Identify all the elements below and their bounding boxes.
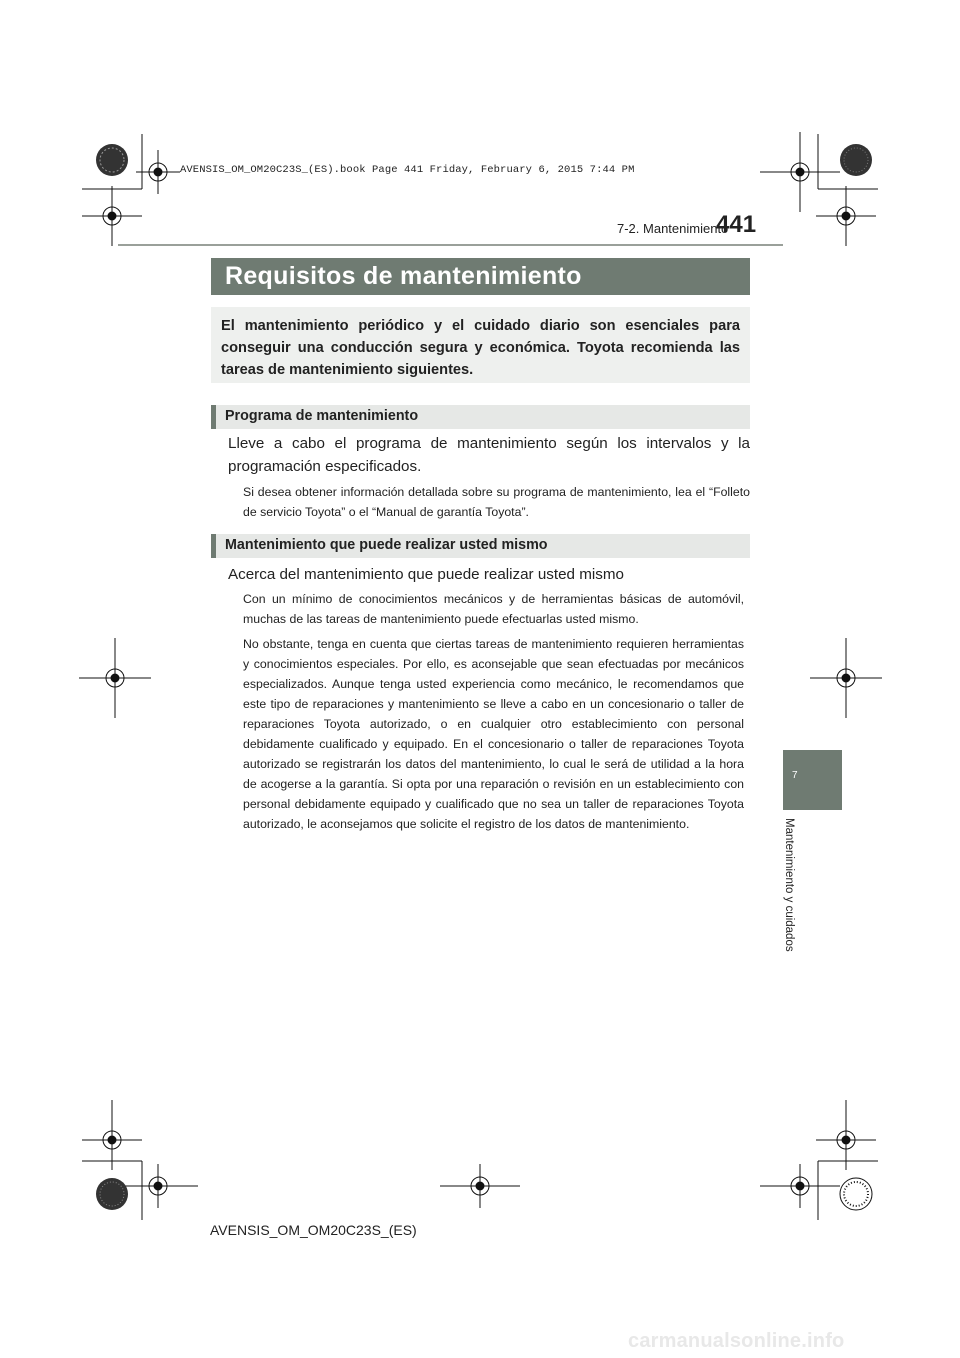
subsection-heading: Programa de mantenimiento [225,408,419,424]
page-title-bar [211,258,750,295]
intro-box [211,307,750,383]
section-lead-text: Lleve a cabo el programa de mantenimiento según los intervalos y la programación especificados. [228,435,750,475]
section-lead-text: Acerca del mantenimiento que puede realizar usted mismo [228,566,624,583]
page-number: 441 [716,211,757,238]
printer-file-line: AVENSIS_OM_OM20C23S_(ES).book Page 441 Friday, February 6, 2015 7:44 PM [180,164,635,176]
subsection-heading-bar [211,534,750,558]
section-note: No obstante, tenga en cuenta que ciertas tareas de mantenimiento requieren herramientas y conocimientos especiales. Por ello, es aconsejable que sean efectuadas por mecánicos especializados. Aunque tenga usted experiencia como mecánico, le recomendamos que este tipo de reparaciones y mantenimiento se lleve a cabo en un concesionario o taller de reparaciones Toyota autorizado, o en cualquier otro establecimiento con personal debidamente cualificado y equipado. En el concesionario o taller de reparaciones Toyota autorizado se registrarán los datos del mantenimiento, lo cual le será de utilidad a la hora de acogerse a la garantía. Si opta por una reparación o revisión en un establecimiento con personal debidamente equipado y cualificado que no sea un taller de reparaciones Toyota autorizado, le aconsejamos que solicite el registro de los datos de mantenimiento. [243,637,744,831]
chapter-number: 7 [792,770,798,781]
watermark: carmanualsonline.info [628,1330,845,1352]
footer-code: AVENSIS_OM_OM20C23S_(ES) [210,1222,417,1238]
section-note: Si desea obtener información detallada sobre su programa de mantenimiento, lea el “Folleto de servicio Toyota” o el “Manual de garantía Toyota”. [243,485,750,519]
subsection-heading-bar [211,405,750,429]
intro-text: El mantenimiento periódico y el cuidado diario son esenciales para conseguir una conducción segura y económica. Toyota recomienda las tareas de mantenimiento siguientes. [221,318,740,378]
chapter-side-label [783,818,809,978]
heading-accent-stripe [211,534,216,558]
section-note: Con un mínimo de conocimientos mecánicos y de herramientas básicas de automóvil, muchas de las tareas de mantenimiento puede efectuarlas usted mismo. [243,592,744,626]
header-divider [118,244,783,246]
heading-accent-stripe [211,405,216,429]
section-header: 7-2. Mantenimiento [617,221,729,236]
chapter-label: Mantenimiento y cuidados [783,818,795,952]
chapter-tab [783,750,842,810]
subsection-heading: Mantenimiento que puede realizar usted mismo [225,537,548,553]
page-title: Requisitos de mantenimiento [225,262,582,290]
